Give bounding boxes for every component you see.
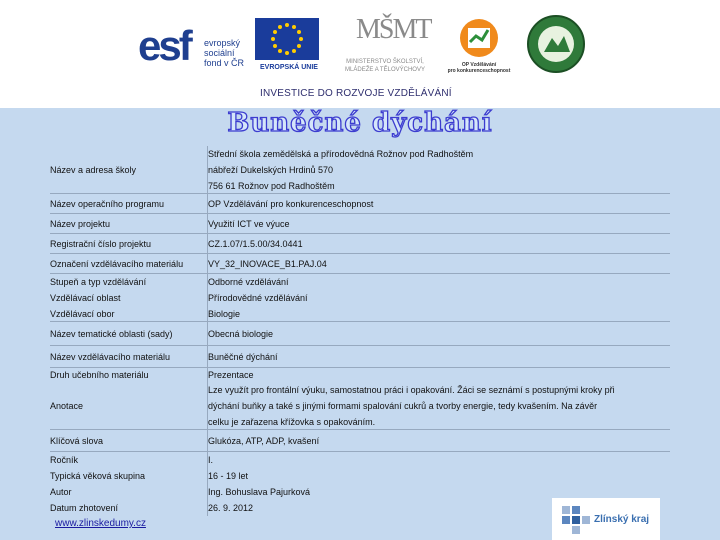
zlinskedumy-link[interactable]: www.zlinskedumy.cz (55, 518, 146, 529)
row-value: Glukóza, ATP, ADP, kvašení (208, 436, 320, 446)
eu-label: EVROPSKÁ UNIE (260, 64, 318, 71)
value-line: 756 61 Rožnov pod Radhoštěm (208, 181, 335, 191)
table-row (50, 146, 670, 194)
table-row (50, 274, 670, 290)
row-value: CZ.1.07/1.5.00/34.0441 (208, 239, 303, 249)
msmt-line: MLÁDEŽE A TĚLOVÝCHOVY (345, 67, 425, 73)
row-value (208, 146, 670, 194)
logo-square-icon (572, 506, 580, 514)
row-label: Název vzdělávacího materiálu (50, 352, 171, 362)
logo-square-icon (582, 516, 590, 524)
logo-square-icon (572, 516, 580, 524)
op-line: pro konkurenceschopnost (447, 68, 511, 74)
investice-slogan: INVESTICE DO ROZVOJE VZDĚLÁVÁNÍ (260, 88, 452, 99)
table-row (50, 346, 670, 368)
esf-line: evropský (204, 38, 241, 48)
info-table (50, 146, 670, 516)
table-row (50, 430, 670, 452)
table-row (50, 382, 670, 430)
eu-logo (253, 16, 323, 76)
table-row (50, 368, 670, 382)
table-row (50, 306, 670, 322)
row-label: Anotace (50, 401, 84, 411)
row-value: Ing. Bohuslava Pajurková (208, 487, 311, 497)
row-value: Odborné vzdělávání (208, 277, 289, 287)
row-label: Druh učebního materiálu (50, 370, 149, 380)
logo-square-icon (562, 516, 570, 524)
eu-flag-icon (255, 18, 319, 60)
msmt-symbol: MŠMT (356, 14, 431, 45)
row-label: Typická věková skupina (50, 471, 146, 481)
zlinsky-kraj-label: Zlínský kraj (594, 514, 650, 525)
logo-strip (0, 0, 720, 108)
table-row (50, 214, 670, 234)
row-label: Označení vzdělávacího materiálu (50, 259, 184, 269)
row-label: Vzdělávací obor (50, 309, 115, 319)
op-line: OP Vzdělávání (461, 62, 497, 68)
row-value: Buněčné dýchání (208, 352, 278, 362)
row-label: Stupeň a typ vzdělávání (50, 277, 147, 287)
esf-letters: esf (138, 22, 190, 69)
msmt-line: MINISTERSTVO ŠKOLSTVÍ, (346, 59, 424, 65)
row-label: Datum zhotovení (50, 503, 119, 513)
op-emblem-icon (440, 16, 518, 60)
esf-line: fond v ČR (204, 58, 245, 68)
row-value: 26. 9. 2012 (208, 503, 254, 513)
row-label: Ročník (50, 455, 79, 465)
value-line: Lze využít pro frontální výuku, samostatnou práci i opakování. Žáci se seznámí s postupnými kroky při (208, 385, 615, 395)
op-logo (440, 16, 518, 76)
row-value: Přírodovědné vzdělávání (208, 293, 308, 303)
logo-square-icon (562, 506, 570, 514)
row-label: Název a adresa školy (50, 165, 137, 175)
row-label: Klíčová slova (50, 436, 104, 446)
row-value: Biologie (208, 309, 241, 319)
esf-line: sociální (204, 48, 235, 58)
row-label: Název projektu (50, 219, 111, 229)
page-title: Buněčné dýchání (227, 108, 493, 138)
row-label: Vzdělávací oblast (50, 293, 121, 303)
row-value: OP Vzdělávání pro konkurenceschopnost (208, 199, 374, 209)
value-line: celku je zařazena křížovka s opakováním. (208, 417, 376, 427)
row-label: Název operačního programu (50, 199, 165, 209)
row-value (208, 382, 670, 430)
row-value: I. (208, 455, 214, 465)
table-row (50, 322, 670, 346)
zlinsky-kraj-logo (552, 498, 660, 540)
esf-text (204, 38, 254, 68)
logo-square-icon (572, 526, 580, 534)
table-row (50, 452, 670, 468)
table-row (50, 234, 670, 254)
table-row (50, 194, 670, 214)
row-value: VY_32_INOVACE_B1.PAJ.04 (208, 259, 327, 269)
esf-logo (138, 16, 248, 74)
value-line: nábřeží Dukelských Hrdinů 570 (208, 165, 334, 175)
row-label: Autor (50, 487, 72, 497)
row-value: Využití ICT ve výuce (208, 219, 290, 229)
row-value: Obecná biologie (208, 329, 274, 339)
table-row (50, 290, 670, 306)
value-line: Střední škola zemědělská a přírodovědná Rožnov pod Radhoštěm (208, 149, 474, 159)
op-text (440, 62, 518, 74)
msmt-logo (330, 14, 440, 76)
school-seal-icon (526, 14, 586, 74)
row-value: Prezentace (208, 370, 254, 380)
row-label: Název tematické oblasti (sady) (50, 329, 173, 339)
msmt-text (330, 58, 440, 74)
value-line: dýchání buňky a také s jinými formami spalování cukrů a tvorby energie, tedy kvašením. Na závěr (208, 401, 598, 411)
row-value: 16 - 19 let (208, 471, 249, 481)
table-row (50, 254, 670, 274)
row-label: Registrační číslo projektu (50, 239, 152, 249)
table-row (50, 468, 670, 484)
